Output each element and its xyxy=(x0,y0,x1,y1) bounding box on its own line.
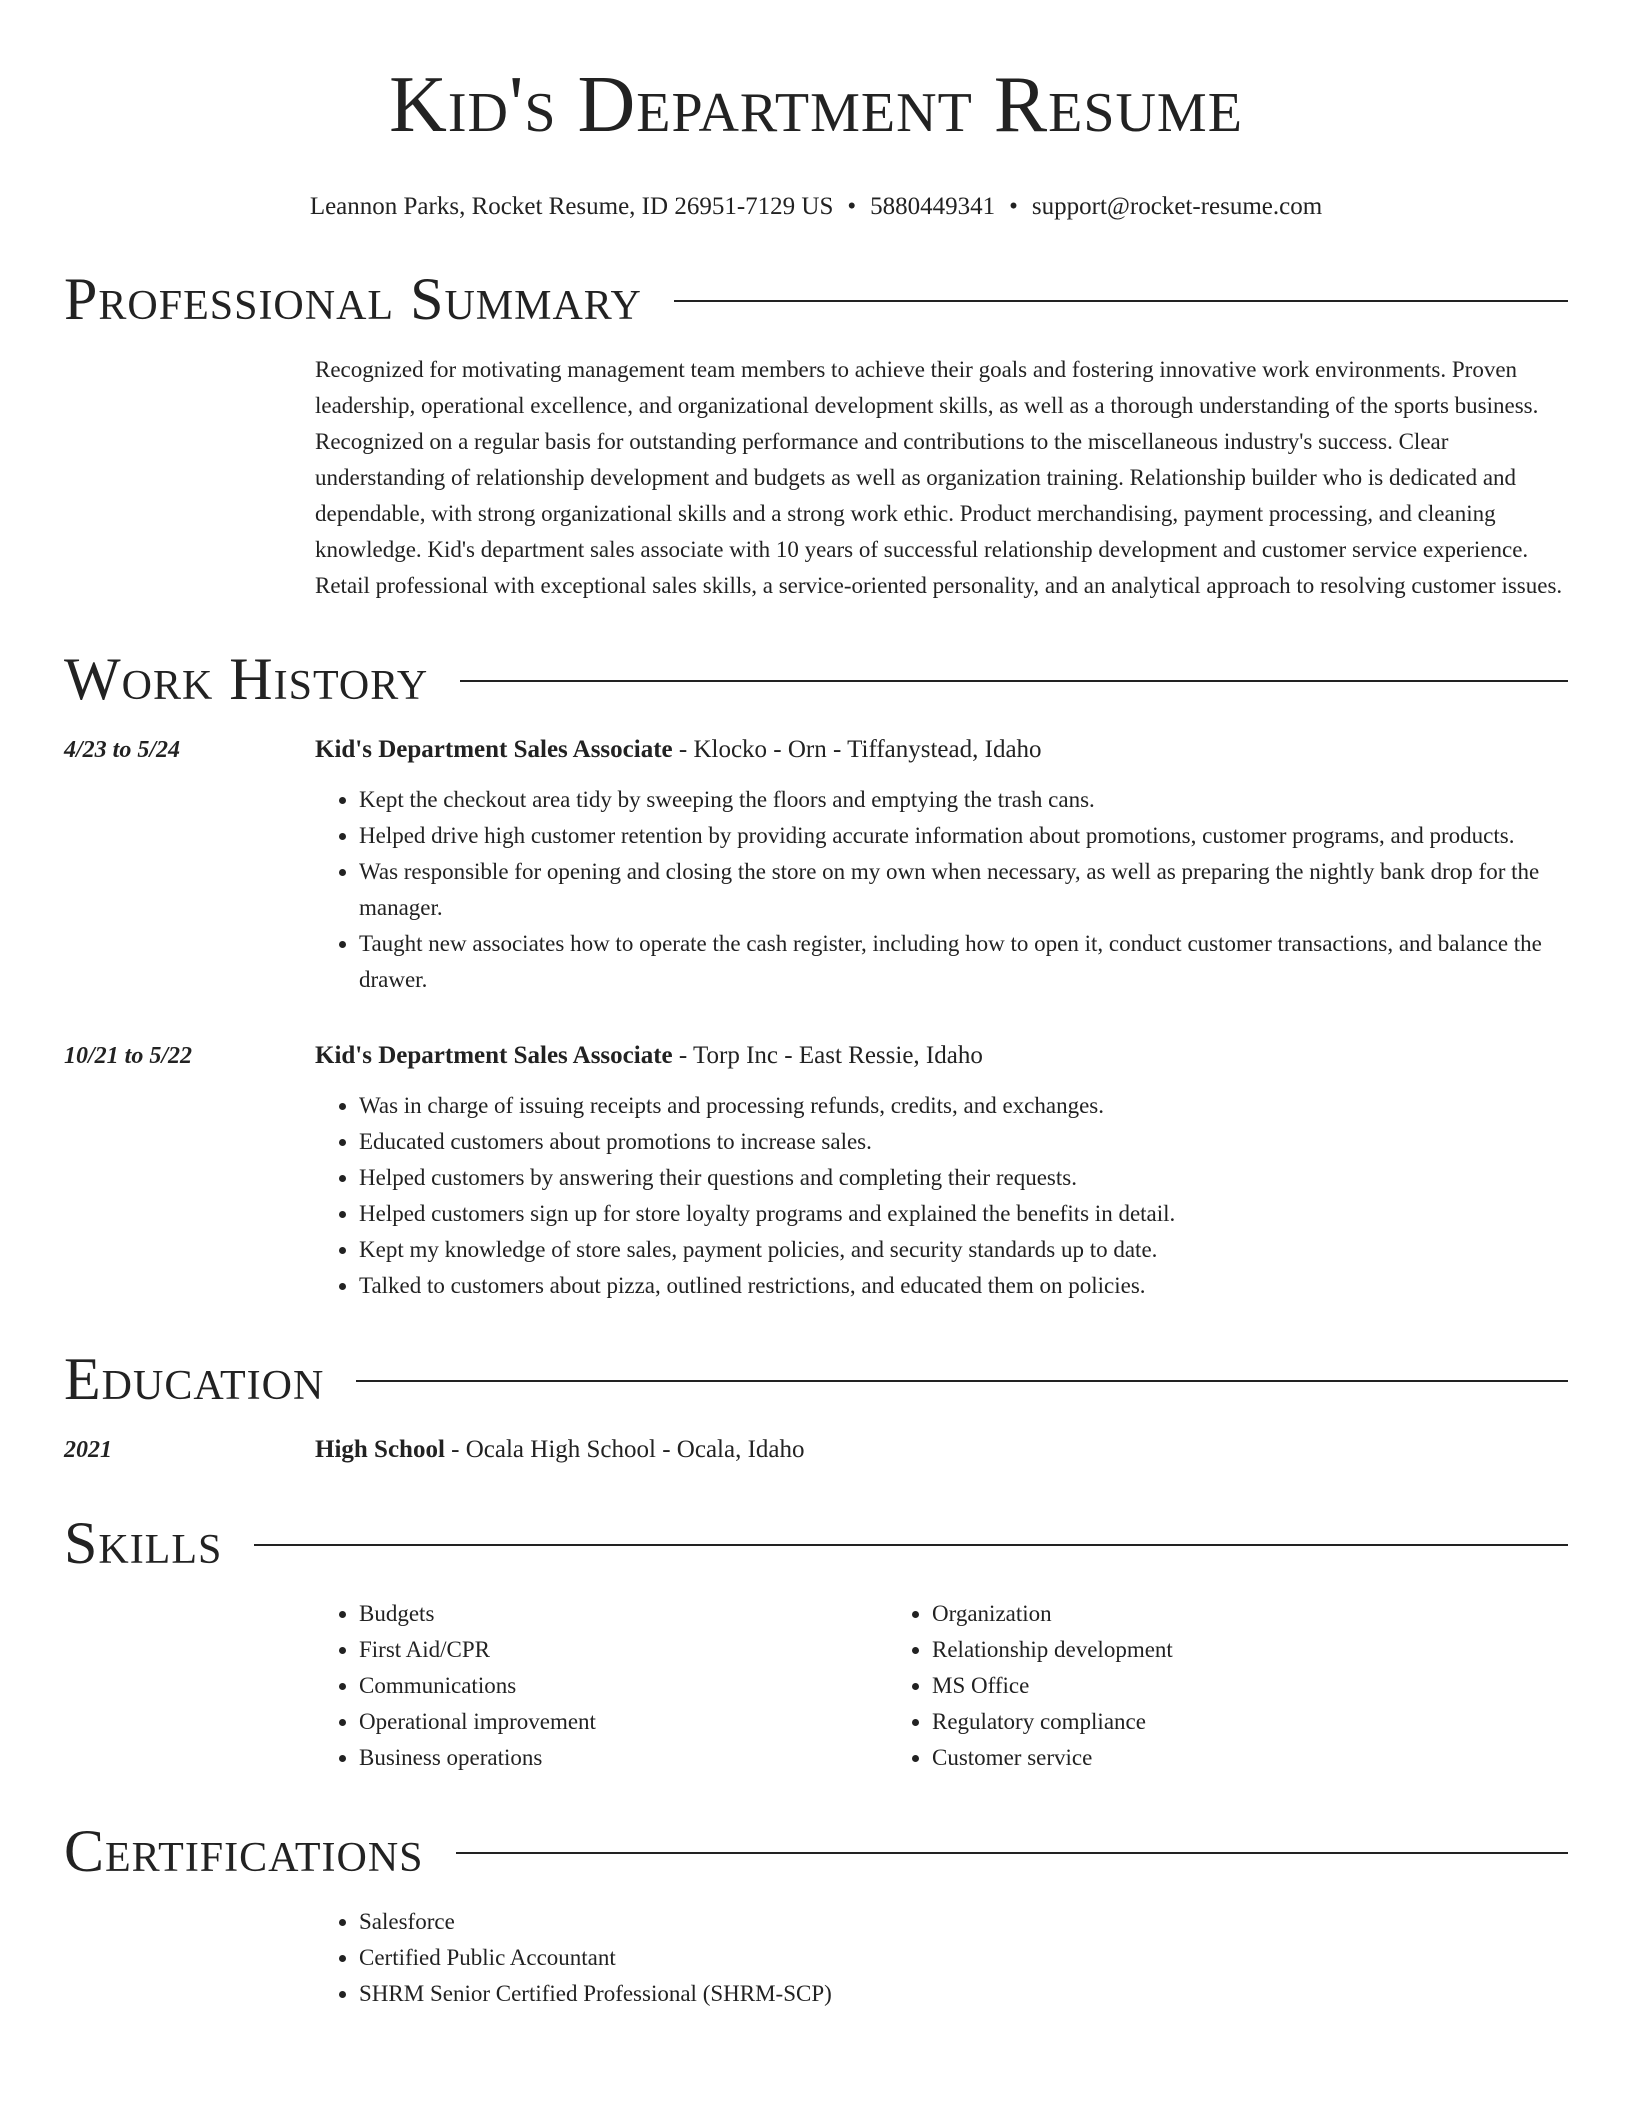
resume-page xyxy=(64,60,1568,2012)
skill-item: • Organization xyxy=(932,1596,1568,1632)
contact-separator: • xyxy=(847,193,857,220)
section-heading: Professional Summary xyxy=(64,266,642,332)
job-bullets xyxy=(315,1088,1568,1304)
job-title-line xyxy=(315,732,1568,768)
section-divider xyxy=(356,1380,1568,1382)
list-item: • Was in charge of issuing receipts and processing refunds, credits, and exchanges. xyxy=(359,1088,1568,1124)
contact-line xyxy=(64,190,1568,224)
skill-item: • Communications xyxy=(359,1668,888,1704)
job-title-line xyxy=(315,1038,1568,1074)
work-section-header xyxy=(64,644,1568,714)
resume-title: Kid's Department Resume xyxy=(389,61,1243,149)
skills-column-right xyxy=(888,1596,1568,1776)
job-dates: 10/21 to 5/22 xyxy=(64,1043,193,1069)
list-item: • Educated customers about promotions to increase sales. xyxy=(359,1124,1568,1160)
skill-item: • Customer service xyxy=(932,1740,1568,1776)
skill-item: • First Aid/CPR xyxy=(359,1632,888,1668)
list-item: • Helped drive high customer retention by providing accurate information about promotions, customer programs, and products. xyxy=(359,818,1568,854)
section-heading: Education xyxy=(64,1346,325,1412)
section-heading: Skills xyxy=(64,1510,223,1576)
certification-item: • Certified Public Accountant xyxy=(359,1940,1568,1976)
list-item: • Helped customers by answering their questions and completing their requests. xyxy=(359,1160,1568,1196)
list-item: • Kept the checkout area tidy by sweeping the floors and emptying the trash cans. xyxy=(359,782,1568,818)
job-title: Kid's Department Sales Associate xyxy=(315,736,673,763)
list-item: • Taught new associates how to operate the cash register, including how to open it, conduct customer transactions, and balance the drawer. xyxy=(359,926,1568,998)
education-year: 2021 xyxy=(64,1437,112,1463)
skill-item: • Business operations xyxy=(359,1740,888,1776)
skill-item: • MS Office xyxy=(932,1668,1568,1704)
skill-item: • Regulatory compliance xyxy=(932,1704,1568,1740)
certifications-section-header xyxy=(64,1816,1568,1886)
job-header xyxy=(64,732,1568,768)
list-item: • Kept my knowledge of store sales, payment policies, and security standards up to date. xyxy=(359,1232,1568,1268)
list-item: • Talked to customers about pizza, outlined restrictions, and educated them on policies. xyxy=(359,1268,1568,1304)
section-divider xyxy=(460,680,1568,682)
skill-item: • Operational improvement xyxy=(359,1704,888,1740)
job-details: - Torp Inc - East Ressie, Idaho xyxy=(672,1042,983,1069)
job-bullets xyxy=(315,782,1568,998)
skills-grid xyxy=(315,1596,1568,1776)
certifications-list xyxy=(315,1904,1568,2012)
job-details: - Klocko - Orn - Tiffanystead, Idaho xyxy=(672,736,1042,763)
skill-item: • Budgets xyxy=(359,1596,888,1632)
education-line xyxy=(315,1432,1568,1468)
job-title: Kid's Department Sales Associate xyxy=(315,1042,673,1069)
job-entry xyxy=(64,1038,1568,1304)
job-dates: 4/23 to 5/24 xyxy=(64,737,181,763)
education-entry xyxy=(64,1432,1568,1468)
contact-phone: 5880449341 xyxy=(870,193,996,220)
skill-item: • Relationship development xyxy=(932,1632,1568,1668)
section-heading: Work History xyxy=(64,646,429,712)
list-item: • Helped customers sign up for store loyalty programs and explained the benefits in detail. xyxy=(359,1196,1568,1232)
section-divider xyxy=(254,1544,1568,1546)
certification-item: • Salesforce xyxy=(359,1904,1568,1940)
job-header xyxy=(64,1038,1568,1074)
contact-email: support@rocket-resume.com xyxy=(1031,193,1323,220)
education-degree: High School xyxy=(315,1436,445,1463)
summary-text: Recognized for motivating management team members to achieve their goals and fostering innovative work environments. Proven leadership, operational excellence, and organizational development skills, as well as a thorough understanding of the sports business. Recognized on a regular basis for outstanding performance and contributions to the miscellaneous industry's success. Clear understanding of relationship development and budgets as well as organization training. Relationship builder who is dedicated and dependable, with strong organizational skills and a strong work ethic. Product merchandising, payment processing, and cleaning knowledge. Kid's department sales associate with 10 years of successful relationship development and customer service experience. Retail professional with exceptional sales skills, a service-oriented personality, and an analytical approach to resolving customer issues. xyxy=(315,357,1563,598)
job-entry xyxy=(64,732,1568,998)
education-section-header xyxy=(64,1344,1568,1414)
contact-separator: • xyxy=(1009,193,1018,220)
contact-address: Leannon Parks, Rocket Resume, ID 26951-7129 US xyxy=(309,193,834,220)
section-divider xyxy=(674,300,1568,302)
skills-section-header xyxy=(64,1508,1568,1578)
education-details: - Ocala High School - Ocala, Idaho xyxy=(444,1436,805,1463)
skills-column-left xyxy=(315,1596,888,1776)
section-divider xyxy=(456,1852,1568,1854)
summary-section-header xyxy=(64,264,1568,334)
certification-item: • SHRM Senior Certified Professional (SHRM-SCP) xyxy=(359,1976,1568,2012)
list-item: • Was responsible for opening and closing the store on my own when necessary, as well as preparing the nightly bank drop for the manager. xyxy=(359,854,1568,926)
section-heading: Certifications xyxy=(64,1818,424,1884)
